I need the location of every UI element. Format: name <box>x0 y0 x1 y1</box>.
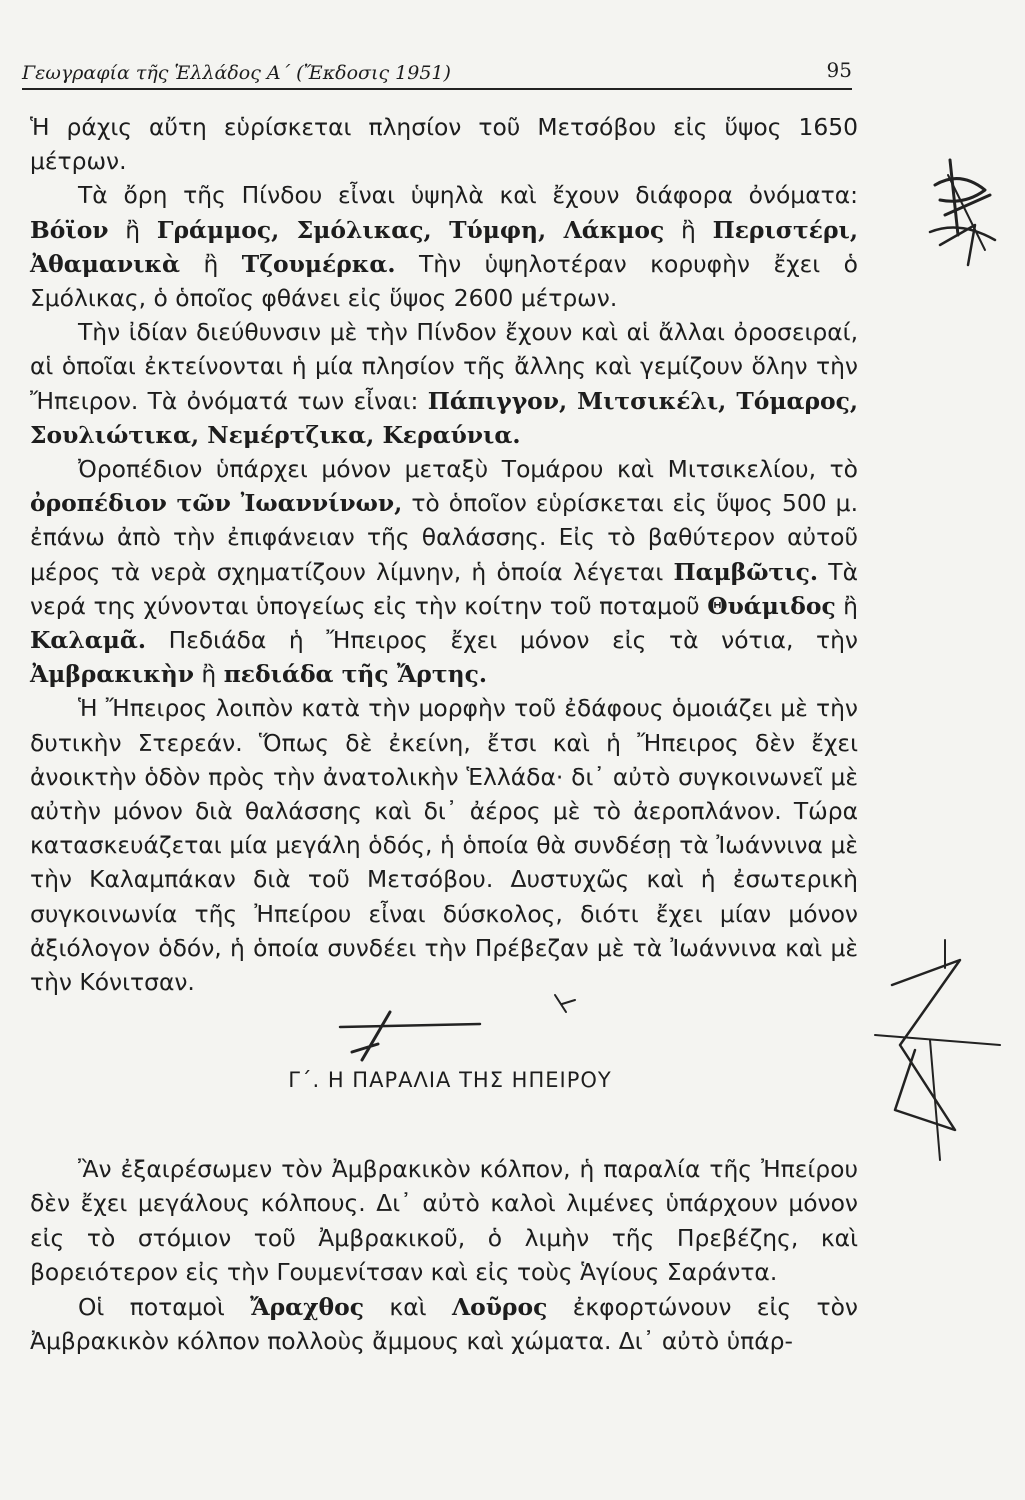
handwritten-stamp-icon <box>930 160 995 265</box>
bold-term: Τζουμέρκα. <box>241 249 396 278</box>
paragraph <box>30 315 858 452</box>
bold-term: Καλαμᾶ. <box>30 626 146 655</box>
paragraph <box>30 1152 858 1290</box>
bold-term: Πάπιγγον, Μιτσικέλι, Τόμαρος, Σουλιώτικα, Νεμέρτζικα, Κεραύνια. <box>30 386 859 449</box>
text-run: Ὀροπέδιον ὑπάρχει μόνον μεταξὺ Τομάρου καὶ Μιτσικελίου, τὸ <box>78 455 858 484</box>
text-run: καὶ <box>364 1292 452 1321</box>
paragraph <box>30 178 858 315</box>
bold-term: Γράμμος, Σμόλικας, Τύμφη, Λάκμος <box>156 215 665 244</box>
page-number: 95 <box>826 58 852 82</box>
text-run: Τὴν ὑψηλοτέραν κορυφὴν ἔχει ὁ Σμόλικας, ὁ ὁποῖος φθάνει εἰς ὕψος 2600 μέτρων. <box>30 249 858 313</box>
text-run: ἐκφορτώνουν εἰς τὸν Ἀμβρακικὸν κόλπον πολλοὺς ἄμμους καὶ χώματα. Δι᾿ αὐτὸ ὑπάρ- <box>30 1292 858 1356</box>
paragraph <box>30 1290 858 1359</box>
hourglass-doodle-icon <box>875 940 1000 1160</box>
text-run: ἢ <box>664 215 713 244</box>
bold-term: Ἄραχθος <box>250 1292 364 1321</box>
text-run: Οἱ ποταμοὶ <box>78 1292 251 1321</box>
bold-term: Θυάμιδος <box>707 591 836 620</box>
bold-term: Λοῦρος <box>451 1292 548 1321</box>
bold-term: Παμβῶτις. <box>673 557 818 586</box>
text-run: Τὴν ἰδίαν διεύθυνσιν μὲ τὴν Πίνδον ἔχουν καὶ αἱ ἄλλαι ὀροσειραί, αἱ ὁποῖαι ἐκτείνονται ἡ μία πλησίον τῆς ἄλλης καὶ γεμίζουν ὅλην τὴν Ἤπειρον. Τὰ ὀνόματά των εἶναι: <box>30 318 858 415</box>
paragraph <box>30 110 858 178</box>
text-run: Ἡ ράχις αὔτη εὑρίσκεται πλησίον τοῦ Μετσόβου εἰς ὕψος 1650 μέτρων. <box>30 113 858 176</box>
running-title: Γεωγραφία τῆς Ἑλλάδος Α΄ (Ἔκδοσις 1951) <box>22 62 451 84</box>
section-title: Γ΄. Η ΠΑΡΑΛΙΑ ΤΗΣ ΗΠΕΙΡΟΥ <box>288 1068 612 1092</box>
text-run: τὸ ὁποῖον εὑρίσκεται εἰς ὕψος 500 μ. ἐπάνω ἀπὸ τὴν ἐπιφάνειαν τῆς θαλάσσης. Εἰς τὸ βαθύτερον αὐτοῦ μέρος τὰ νερὰ σχηματίζουν λίμνην, ἡ ὁποία λέγεται <box>30 489 859 586</box>
text-run: Ἂν ἐξαιρέσωμεν τὸν Ἀμβρακικὸν κόλπον, ἡ παραλία τῆς Ἠπείρου δὲν ἔχει μεγάλους κόλπους. Δι᾿ αὐτὸ καλοὶ λιμένες ὑπάρχουν μόνον εἰς τὸ στόμιον τοῦ Ἀμβρακικοῦ, ὁ λιμὴν τῆς Πρεβέζης, καὶ βορειότερον εἰς τὴν Γουμενίτσαν καὶ εἰς τοὺς Ἁγίους Σαράντα. <box>30 1155 858 1287</box>
text-run: ἢ <box>108 215 157 244</box>
text-run: Ἡ Ἤπειρος λοιπὸν κατὰ τὴν μορφὴν τοῦ ἐδάφους ὁμοιάζει μὲ τὴν δυτικὴν Στερεάν. Ὅπως δὲ ἐκείνη, ἔτσι καὶ ἡ Ἤπειρος δὲν ἔχει ἀνοικτὴν ὁδὸν πρὸς τὴν ἀνατολικὴν Ἑλλάδα· δι᾿ αὐτὸ συγκοινωνεῖ μὲ αὐτὴν μόνον διὰ θαλάσσης καὶ δι᾿ ἀέρος μὲ τὸ ἀεροπλάνον. Τώρα κατασκευάζεται μία μεγάλη ὁδός, ἡ ὁποία θὰ συνδέσῃ τὰ Ἰωάννινα μὲ τὴν Καλαμπάκαν διὰ τοῦ Μετσόβου. Δυστυχῶς καὶ ἡ ἐσωτερικὴ συγκοινωνία τῆς Ἠπείρου εἶναι δύσκολος, διότι ἔχει μίαν μόνον ἀξιόλογον ὁδόν, ἡ ὁποία συνδέει τὴν Πρέβεζαν μὲ τὰ Ἰωάννινα καὶ μὲ τὴν Κόνιτσαν. <box>30 694 858 997</box>
text-run: Πεδιάδα ἡ Ἤπειρος ἔχει μόνον εἰς τὰ νότια, τὴν <box>146 626 858 655</box>
bold-term: ὀροπέδιον τῶν Ἰωαννίνων, <box>30 489 403 518</box>
paragraph <box>30 691 858 999</box>
text-run: Τὰ νερά της χύνονται ὑπογείως εἰς τὴν κοίτην τοῦ ποταμοῦ <box>30 557 858 620</box>
section-1-text <box>30 110 858 999</box>
bold-term: Βόϊον <box>30 215 109 244</box>
text-run: Τὰ ὄρη τῆς Πίνδου εἶναι ὑψηλὰ καὶ ἔχουν διάφορα ὀνόματα: <box>78 181 858 210</box>
pen-stroke-separator-icon <box>340 995 575 1060</box>
text-run: ἢ <box>835 591 858 620</box>
text-run: ἢ <box>179 249 242 278</box>
section-2-text <box>30 1152 858 1358</box>
page-header <box>22 48 852 90</box>
bold-term: Ἀμβρακικὴν <box>30 660 194 689</box>
paragraph <box>30 452 858 691</box>
text-run: ἢ <box>193 660 224 689</box>
bold-term: Περιστέρι, Ἀθαμανικὰ <box>30 215 859 278</box>
bold-term: πεδιάδα τῆς Ἄρτης. <box>223 660 487 689</box>
